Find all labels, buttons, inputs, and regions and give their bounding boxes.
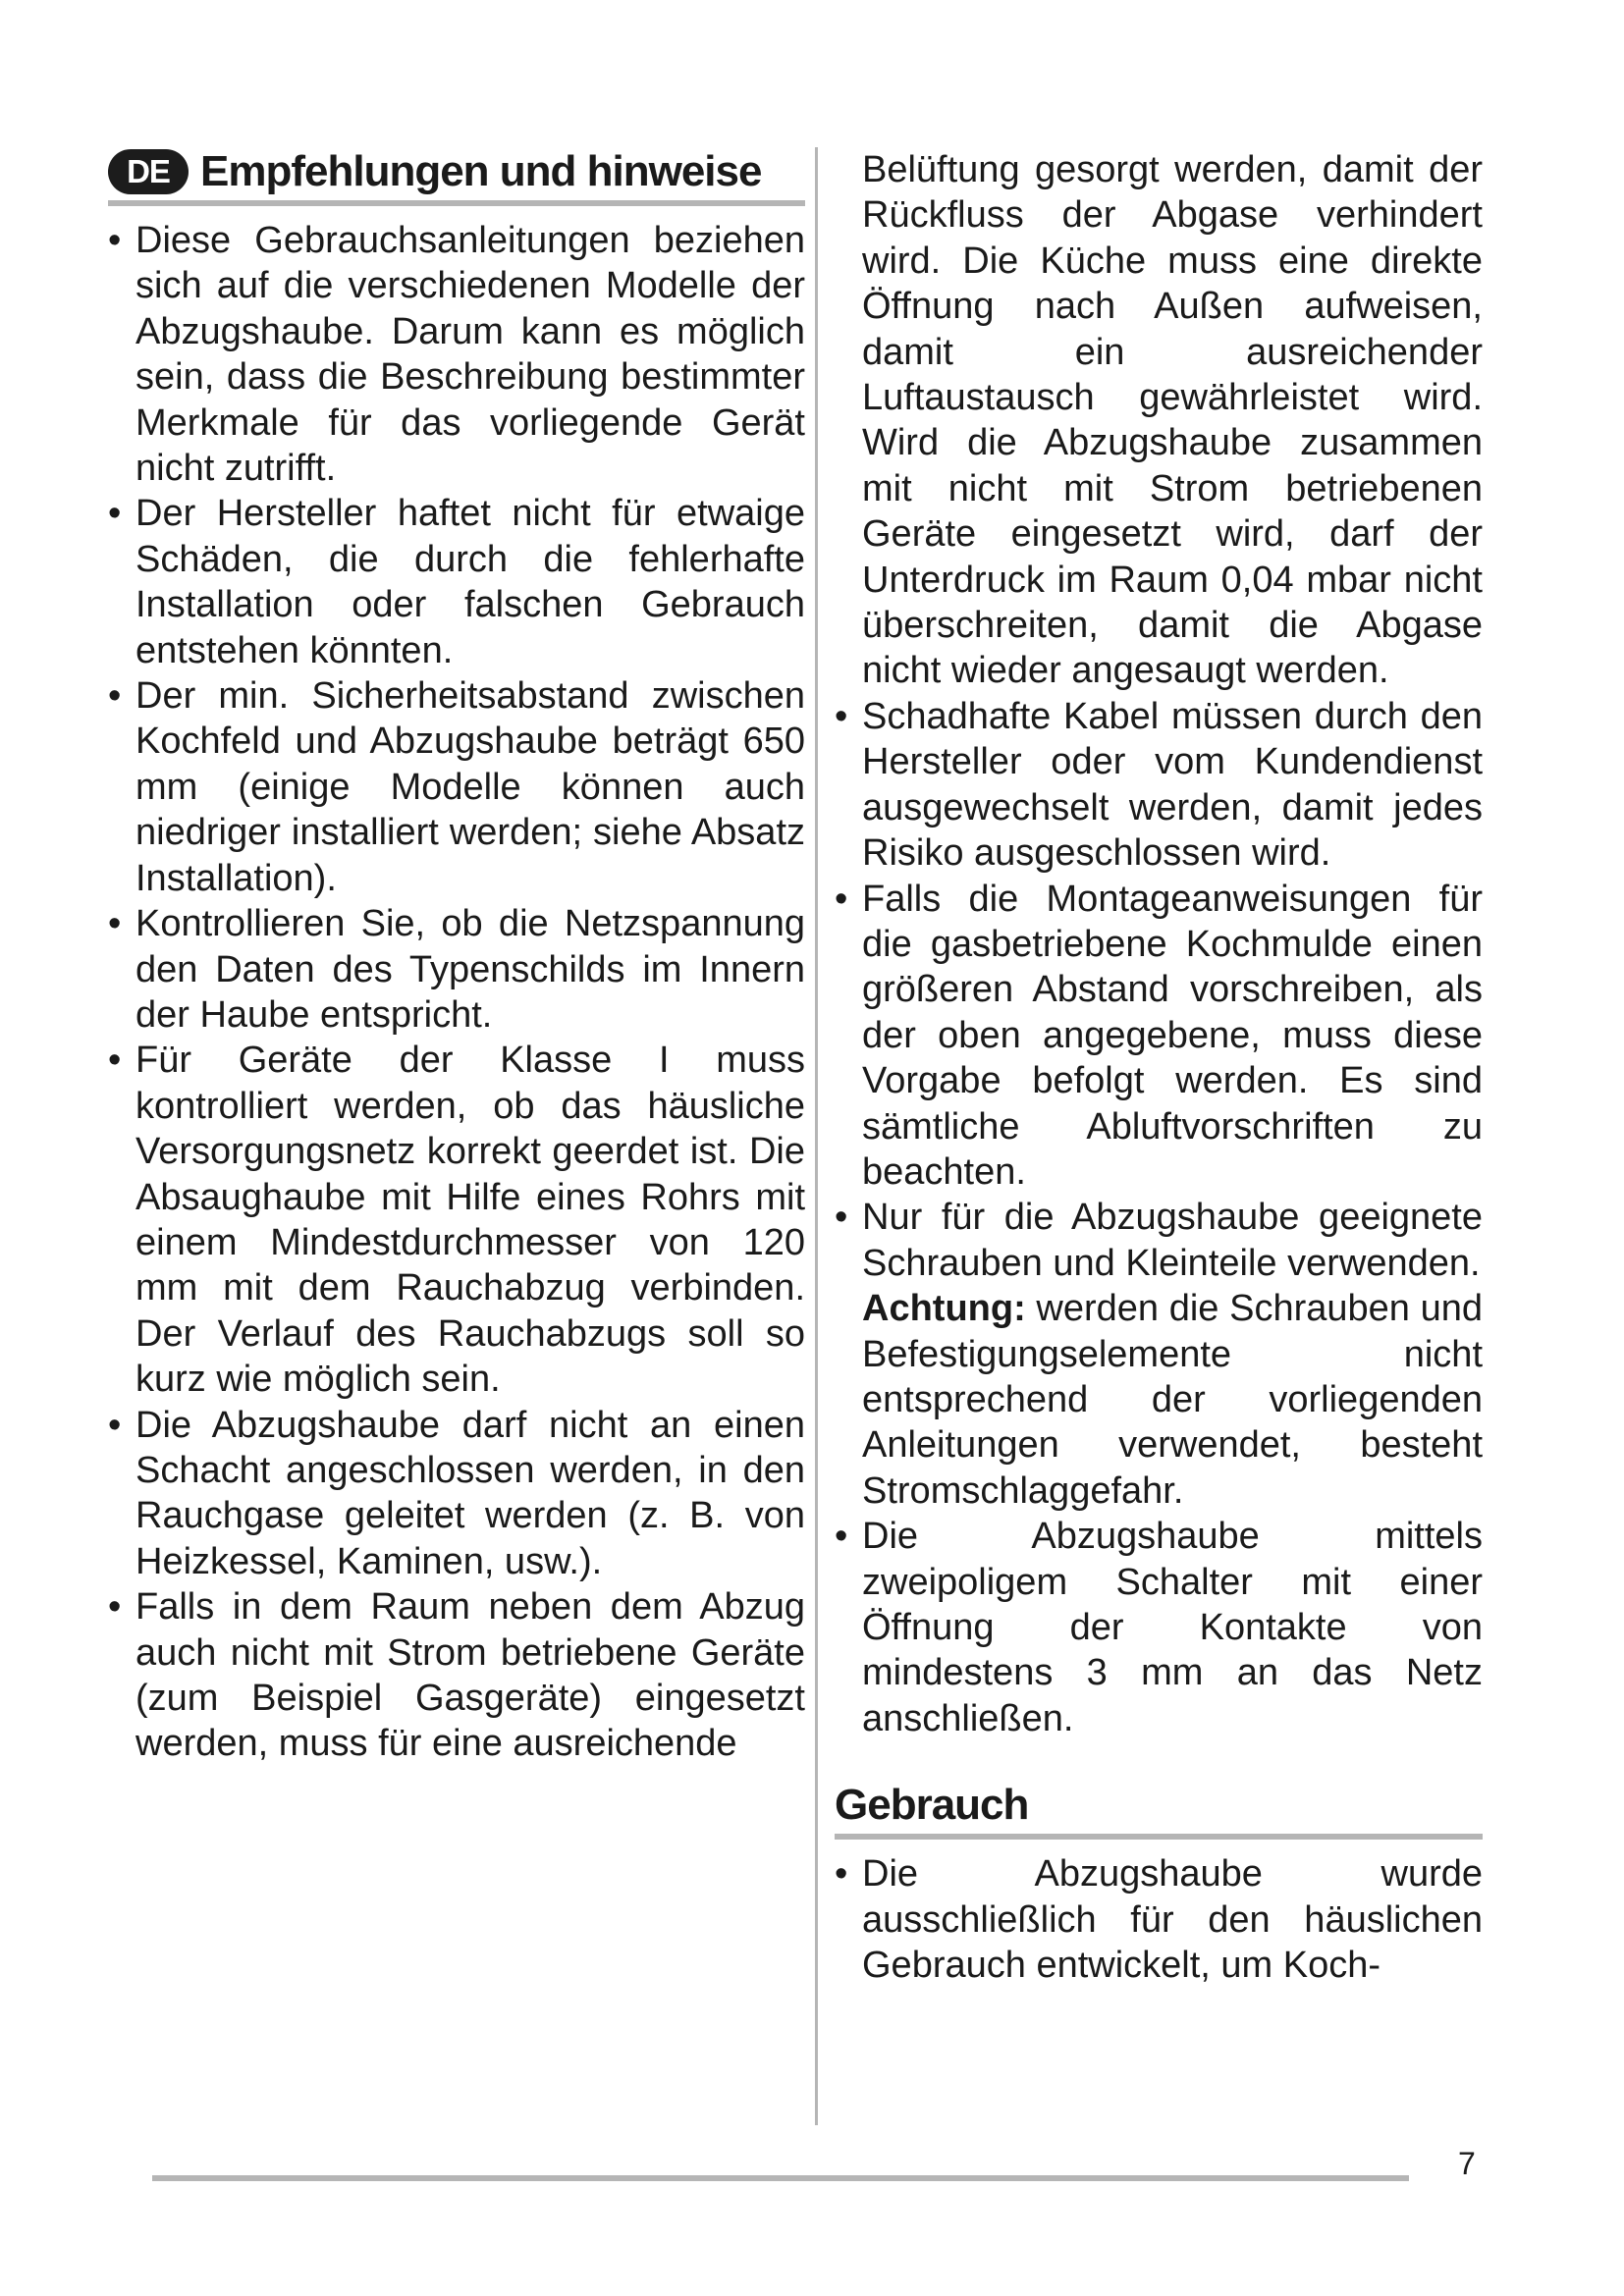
list-item: • Die Abzugshaube darf nicht an einen Schacht angeschlossen werden, in den Rauchgase geleitet werden (z. B. von Heizkessel, Kaminen, usw.). bbox=[108, 1403, 805, 1585]
list-item: • Schadhafte Kabel müssen durch den Hersteller oder vom Kundendienst ausgewechselt werden, damit jedes Risiko ausgeschlossen wird. bbox=[835, 694, 1483, 877]
warning-note bbox=[835, 1286, 1483, 1514]
list-item: • Kontrollieren Sie, ob die Netzspannung den Daten des Typenschilds im Innern der Haube entspricht. bbox=[108, 901, 805, 1038]
list-item-continuation: Belüftung gesorgt werden, damit der Rückfluss der Abgase verhindert wird. Die Küche muss eine direkte Öffnung nach Außen aufweisen, damit ein ausreichender Luftaustausch gewährleistet wird. Wird die Abzugshaube zusammen mit nicht mit Strom betriebenen Geräte eingesetzt wird, darf der Unterdruck im Raum 0,04 mbar nicht überschreiten, damit die Abgase nicht wieder angesaugt werden. bbox=[862, 149, 1483, 692]
list-item: • Falls in dem Raum neben dem Abzug auch nicht mit Strom betriebene Geräte (zum Beispiel Gasgeräte) eingesetzt werden, muss für eine ausreichende bbox=[108, 1584, 805, 1767]
list-item: • Die Abzugshaube wurde ausschließlich für den häuslichen Gebrauch entwickelt, um Koch- bbox=[835, 1851, 1483, 1988]
language-badge: DE bbox=[108, 149, 189, 194]
recommendations-list bbox=[108, 218, 805, 1767]
list-item: • Für Geräte der Klasse I muss kontrolliert werden, ob das häusliche Versorgungsnetz korrekt geerdet ist. Die Absaughaube mit Hilfe eines Rohrs mit einem Mindestdurchmesser von 120 mm mit dem Rauchabzug verbinden. Der Verlauf des Rauchabzugs soll so kurz wie möglich sein. bbox=[108, 1038, 805, 1402]
recommendations-list-continued bbox=[835, 694, 1483, 1286]
page-number: 7 bbox=[1458, 2146, 1476, 2181]
recommendations-list-end bbox=[835, 1514, 1483, 1741]
list-item: • Die Abzugshaube mittels zweipoligem Schalter mit einer Öffnung der Kontakte von mindestens 3 mm an das Netz anschließen. bbox=[835, 1514, 1483, 1741]
section-title: Empfehlungen und hinweise bbox=[200, 147, 762, 195]
list-item: • Falls die Montageanweisungen für die gasbetriebene Kochmulde einen größeren Abstand vorschreiben, als der oben angegebene, muss diese Vorgabe befolgt werden. Es sind sämtliche Abluftvorschriften zu beachten. bbox=[835, 877, 1483, 1196]
list-item: • Der min. Sicherheitsabstand zwischen Kochfeld und Abzugshaube beträgt 650 mm (einige Modelle können auch niedriger installiert werden; siehe Absatz Installation). bbox=[108, 673, 805, 901]
section-heading-usage bbox=[835, 1781, 1483, 1840]
left-column bbox=[108, 147, 805, 1767]
list-item: • Der Hersteller haftet nicht für etwaige Schäden, die durch die fehlerhafte Installation oder falschen Gebrauch entstehen könnten. bbox=[108, 491, 805, 673]
footer-divider bbox=[152, 2175, 1409, 2181]
warning-label: Achtung: bbox=[862, 1288, 1026, 1330]
section-usage bbox=[835, 1781, 1483, 1988]
list-item: • Nur für die Abzugshaube geeignete Schrauben und Kleinteile verwenden. bbox=[835, 1195, 1483, 1286]
usage-list bbox=[835, 1851, 1483, 1988]
list-item: • Diese Gebrauchsanleitungen beziehen sich auf die verschiedenen Modelle der Abzugshaube. Darum kann es möglich sein, dass die Beschreibung bestimmter Merkmale für das vorliegende Gerät nicht zutrifft. bbox=[108, 218, 805, 491]
warning-text: werden die Schrauben und Befestigungselemente nicht entsprechend der vorliegenden Anleitungen verwendet, besteht Stromschlaggefahr. bbox=[862, 1288, 1483, 1512]
section-title: Gebrauch bbox=[835, 1781, 1029, 1830]
right-column bbox=[835, 147, 1483, 1988]
column-divider bbox=[815, 147, 818, 2125]
section-heading-recommendations bbox=[108, 147, 805, 206]
